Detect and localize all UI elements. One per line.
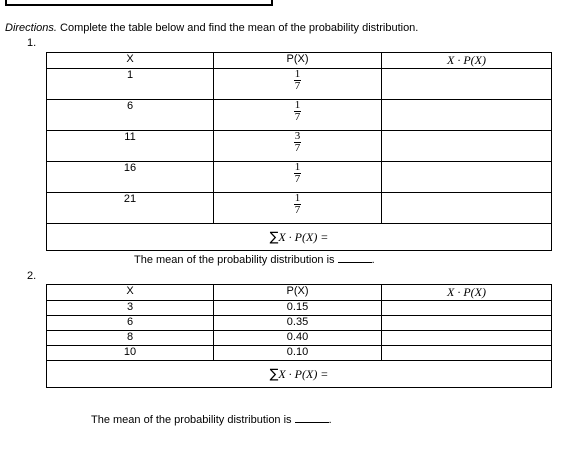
header-xpx xyxy=(382,285,552,301)
fraction xyxy=(294,100,302,123)
table-row xyxy=(47,316,552,331)
px-cell xyxy=(214,193,382,224)
xpx-answer-cell[interactable] xyxy=(382,100,552,131)
activity-title xyxy=(5,0,273,6)
denominator: 7 xyxy=(294,204,301,216)
xpx-answer-cell[interactable] xyxy=(382,69,552,100)
problem-2-table xyxy=(46,284,552,388)
mean-answer-blank[interactable] xyxy=(295,412,329,423)
x-cell: 6 xyxy=(47,316,214,331)
mean-end: . xyxy=(371,254,375,266)
sum-expression-text: X · P(X) = xyxy=(278,229,329,244)
fraction xyxy=(294,162,302,185)
xpx-answer-cell[interactable] xyxy=(382,316,552,331)
header-x: X xyxy=(47,285,214,301)
problem-1-number: 1. xyxy=(27,37,37,49)
sigma-symbol: ∑ xyxy=(269,229,279,245)
sum-cell[interactable] xyxy=(47,224,552,251)
xpx-answer-cell[interactable] xyxy=(382,346,552,361)
directions xyxy=(5,22,418,34)
numerator: 3 xyxy=(294,130,301,142)
header-px: P(X) xyxy=(214,285,382,301)
x-cell: 1 xyxy=(47,69,214,100)
numerator: 1 xyxy=(294,99,301,111)
denominator: 7 xyxy=(294,111,301,123)
fraction xyxy=(294,193,302,216)
problem-1-mean-line xyxy=(134,252,375,266)
px-cell: 0.40 xyxy=(214,331,382,346)
table-header-row xyxy=(47,53,552,69)
table-row xyxy=(47,100,552,131)
sum-expression-text: X · P(X) = xyxy=(278,366,329,381)
denominator: 7 xyxy=(294,142,301,154)
fraction xyxy=(294,131,302,154)
numerator: 1 xyxy=(294,68,301,80)
sum-row xyxy=(47,224,552,251)
sigma-symbol: ∑ xyxy=(269,366,279,382)
numerator: 1 xyxy=(294,192,301,204)
directions-text: Complete the table below and find the mean of the probability distribution. xyxy=(56,22,419,34)
header-x: X xyxy=(47,53,214,69)
header-px: P(X) xyxy=(214,53,382,69)
fraction xyxy=(294,69,302,92)
sum-expression xyxy=(270,230,329,244)
px-cell xyxy=(214,69,382,100)
xpx-answer-cell[interactable] xyxy=(382,193,552,224)
numerator: 1 xyxy=(294,161,301,173)
px-cell: 0.35 xyxy=(214,316,382,331)
mean-end: . xyxy=(328,414,332,426)
directions-label: Directions. xyxy=(5,22,57,34)
sum-expression xyxy=(270,367,329,381)
problem-2-mean-line xyxy=(91,412,332,426)
x-cell: 10 xyxy=(47,346,214,361)
x-cell: 21 xyxy=(47,193,214,224)
xpx-answer-cell[interactable] xyxy=(382,131,552,162)
sum-cell[interactable] xyxy=(47,361,552,388)
table-row xyxy=(47,331,552,346)
denominator: 7 xyxy=(294,173,301,185)
table-row xyxy=(47,69,552,100)
table-row xyxy=(47,131,552,162)
x-cell: 8 xyxy=(47,331,214,346)
header-xpx-label: X · P(X) xyxy=(447,53,486,67)
header-xpx-label: X · P(X) xyxy=(447,285,486,299)
xpx-answer-cell[interactable] xyxy=(382,301,552,316)
px-cell xyxy=(214,100,382,131)
problem-2-number: 2. xyxy=(27,270,37,282)
x-cell: 11 xyxy=(47,131,214,162)
px-cell: 0.15 xyxy=(214,301,382,316)
table-row xyxy=(47,346,552,361)
table-header-row xyxy=(47,285,552,301)
problem-1-table xyxy=(46,52,552,251)
x-cell: 3 xyxy=(47,301,214,316)
px-cell xyxy=(214,131,382,162)
table-row xyxy=(47,162,552,193)
table-row xyxy=(47,193,552,224)
denominator: 7 xyxy=(294,80,301,92)
x-cell: 6 xyxy=(47,100,214,131)
px-cell xyxy=(214,162,382,193)
header-xpx xyxy=(382,53,552,69)
xpx-answer-cell[interactable] xyxy=(382,331,552,346)
x-cell: 16 xyxy=(47,162,214,193)
px-cell: 0.10 xyxy=(214,346,382,361)
xpx-answer-cell[interactable] xyxy=(382,162,552,193)
mean-text: The mean of the probability distribution is xyxy=(134,254,335,266)
table-row xyxy=(47,301,552,316)
mean-answer-blank[interactable] xyxy=(338,252,372,263)
sum-row xyxy=(47,361,552,388)
mean-text: The mean of the probability distribution is xyxy=(91,414,292,426)
